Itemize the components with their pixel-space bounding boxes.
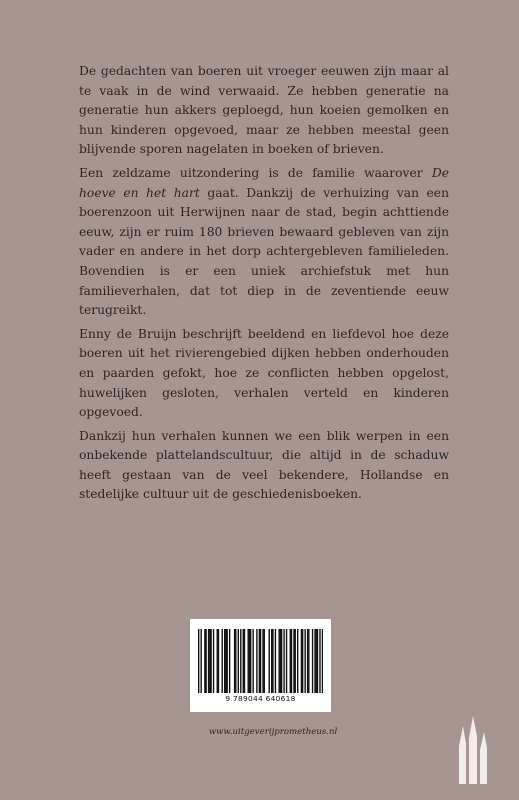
blurb [79,62,449,509]
blurb-paragraph-2 [79,164,449,321]
barcode-bars [198,629,323,693]
blurb-paragraph-2-intro: Een zeldzame uitzondering is de familie waarover [79,165,432,180]
prometheus-flames-icon [453,716,491,786]
book-title: De hoeve en het hart [79,165,449,200]
barcode [190,619,331,712]
blurb-paragraph-2-rest: gaat. Dankzij de verhuizing van een boerenzoon uit Herwijnen naar de stad, begin achttiende eeuw, zijn er ruim 180 brieven bewaard gebleven van zijn vader en andere in het dorp achtergebleven familieleden. Bovendien is er een uniek archiefstuk met hun familieverhalen, dat tot diep in de zeventiende eeuw terugreikt. [79,185,449,318]
isbn-number: 9 789044 640618 [225,694,296,703]
blurb-paragraph-3: Enny de Bruijn beschrijft beeldend en liefdevol hoe deze boeren uit het rivierengebied dijken hebben onderhouden en paarden gefokt, hoe ze conflicten hebben opgelost, huwelijken gesloten, verhalen verteld en kinderen opgevoed. [79,326,449,420]
blurb-paragraph-1: De gedachten van boeren uit vroeger eeuwen zijn maar al te vaak in de wind verwaaid. Ze hebben generatie na generatie hun akkers geploegd, hun koeien gemolken en hun kinderen opgevoed, maar ze hebben meestal geen blijvende sporen nagelaten in boeken of brieven. [79,64,449,157]
publisher-website: www.uitgeverijprometheus.nl [208,727,338,737]
blurb-paragraph-4: Dankzij hun verhalen kunnen we een blik werpen in een onbekende plattelandscultuur, die altijd in de schaduw heeft gestaan van de veel bekendere, Hollandse en stedelijke cultuur uit de geschiedenisboeken. [79,428,449,502]
